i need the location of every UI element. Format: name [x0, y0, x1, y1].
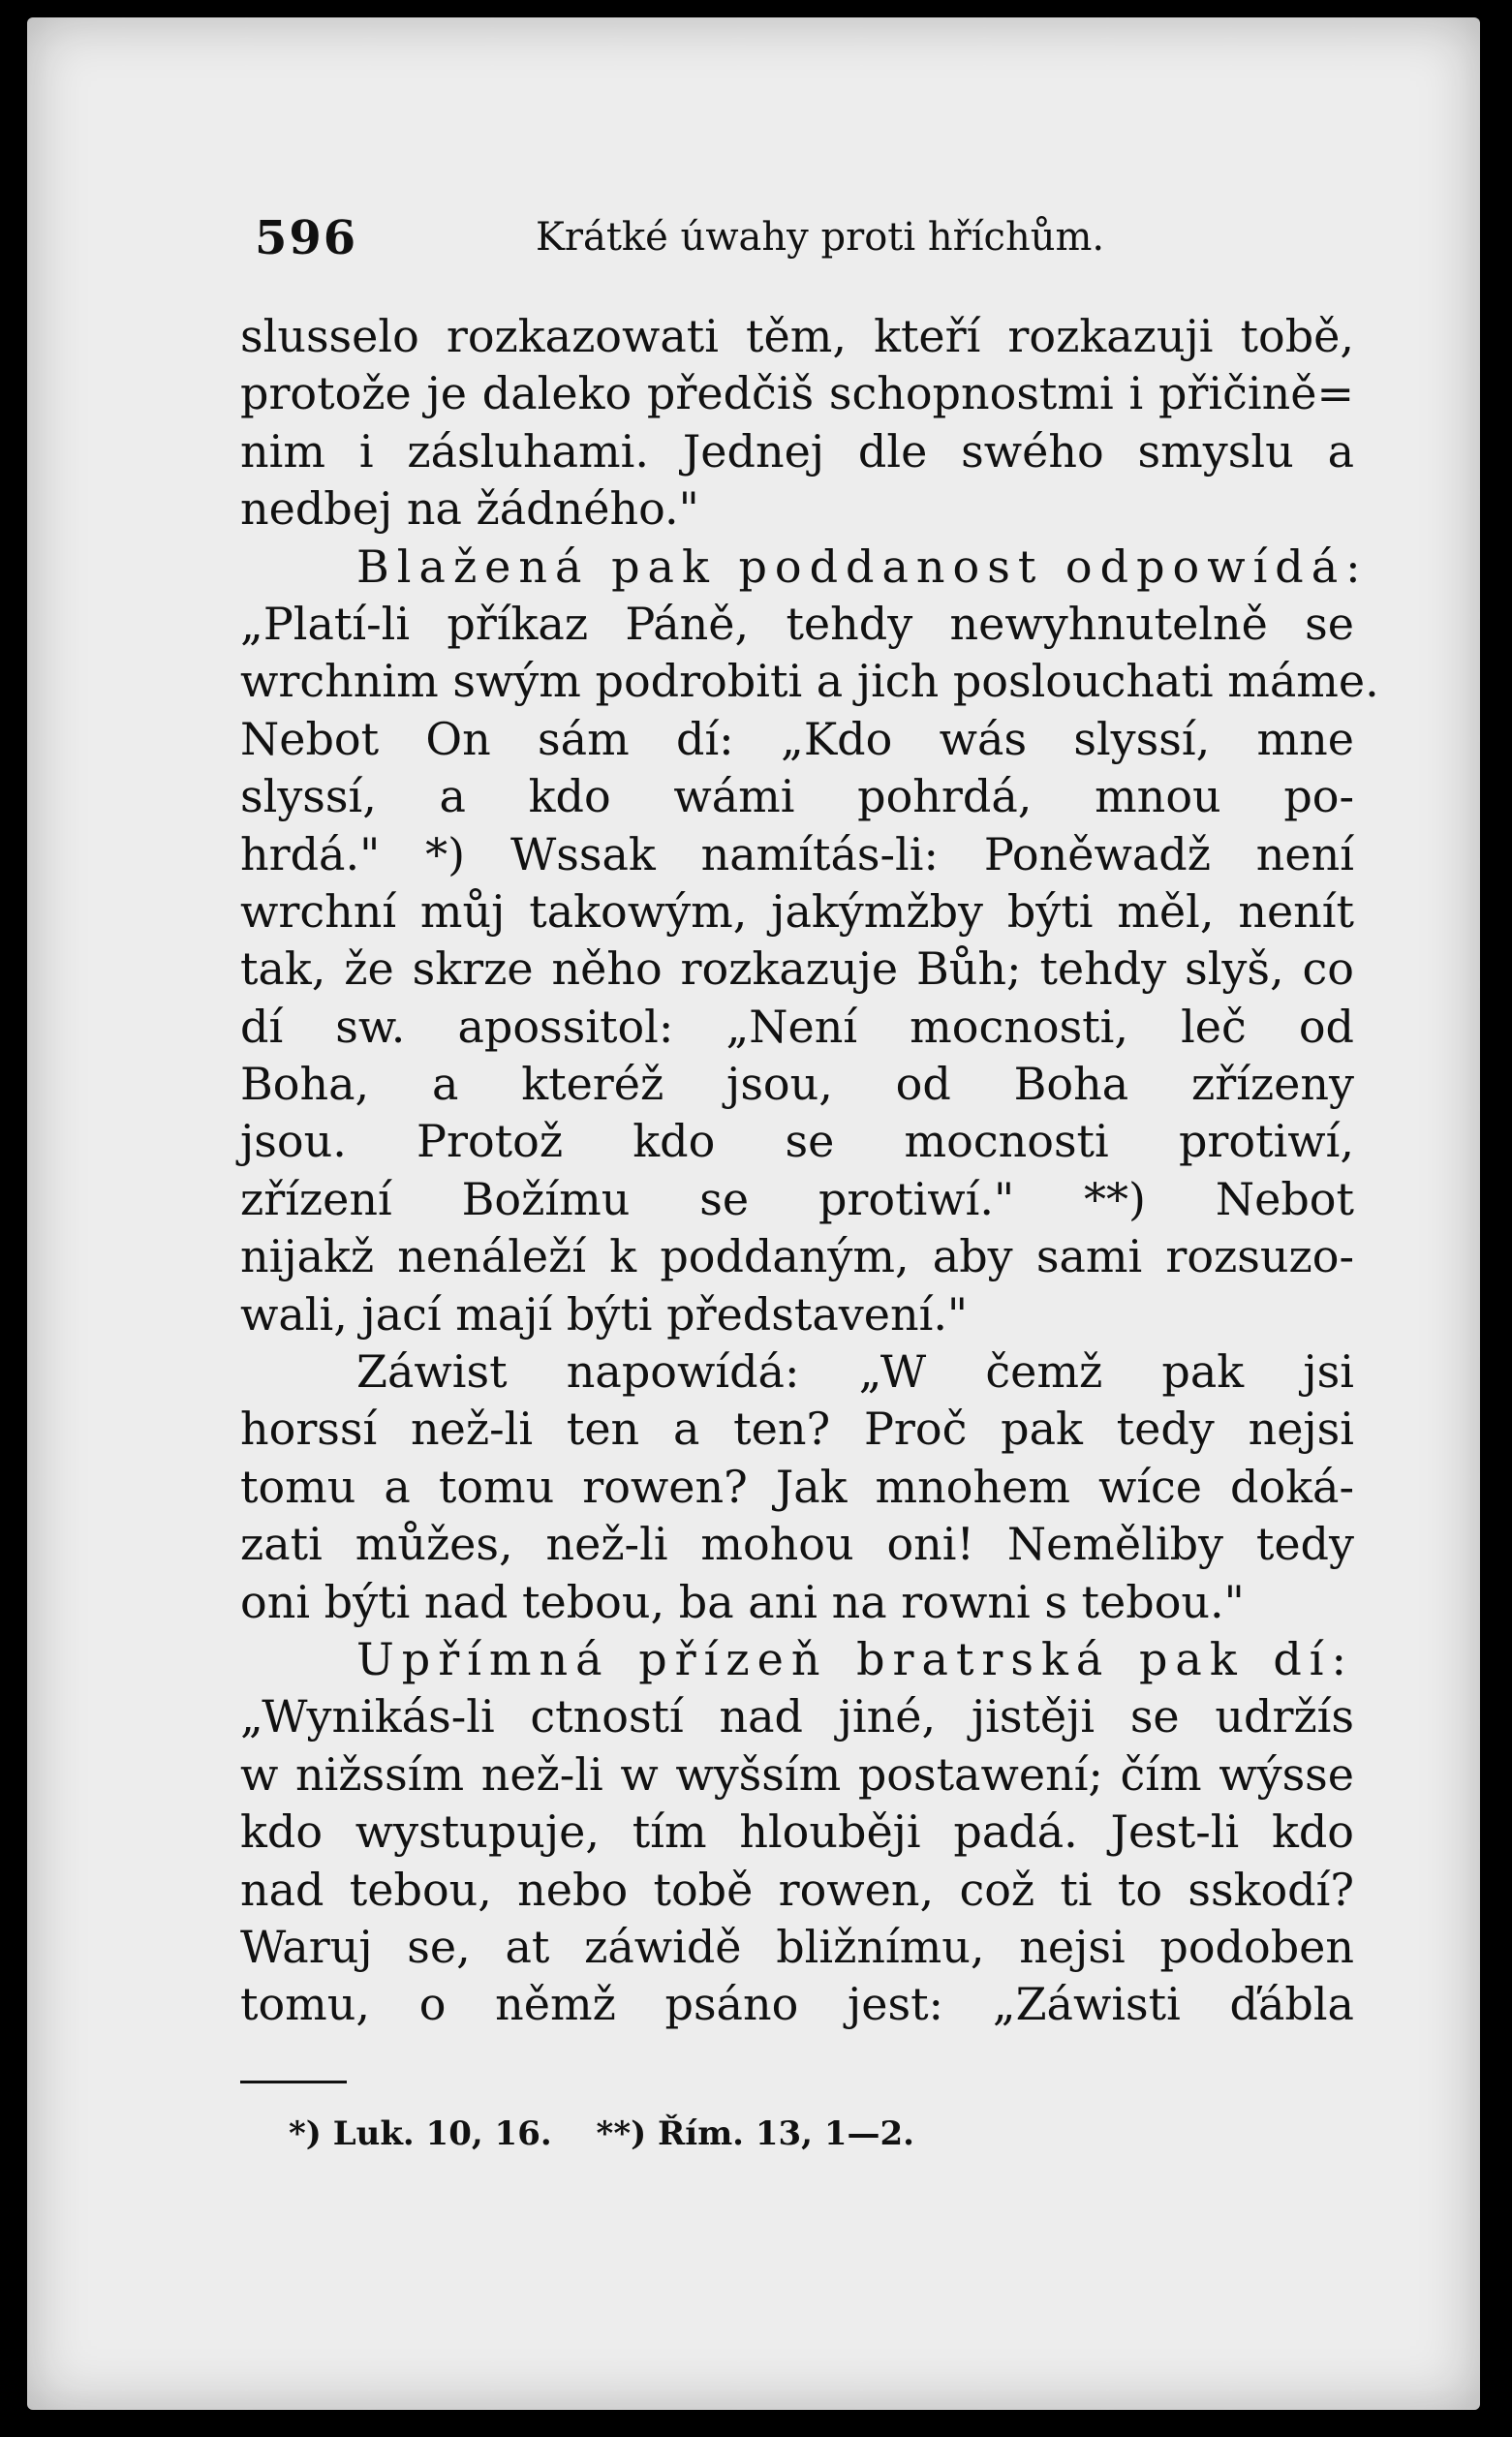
footnote-luk: *) Luk. 10, 16. — [289, 2114, 552, 2153]
text-line: tomu, o němž psáno jest: „Záwisti ďábla — [240, 1978, 1354, 2031]
text-line: nad tebou, nebo tobě rowen, což ti to sskodí? — [240, 1863, 1354, 1916]
text-line: Záwist napowídá: „W čemž pak jsi — [356, 1345, 1354, 1399]
text-line: Blažená pak poddanost odpowídá: — [356, 540, 1369, 593]
page-number: 596 — [255, 211, 358, 265]
footnote-rim: **) Řím. 13, 1—2. — [596, 2114, 914, 2153]
text-line: tak, že skrze něho rozkazuje Bůh; tehdy slyš, co — [240, 942, 1354, 996]
text-line: kdo wystupuje, tím hlouběji padá. Jest-li kdo — [240, 1805, 1354, 1859]
page-header — [226, 211, 1369, 279]
text-line: horssí než-li ten a ten? Proč pak tedy nejsi — [240, 1403, 1354, 1456]
text-line: wrchní můj takowým, jakýmžby býti měl, nenít — [240, 884, 1354, 938]
body-text — [240, 308, 1379, 2034]
text-line: Waruj se, at záwidě bližnímu, nejsi podoben — [240, 1920, 1354, 1973]
text-line: Nebot On sám dí: „Kdo wás slyssí, mne — [240, 712, 1354, 765]
text-line: nedbej na žádného." — [240, 482, 699, 536]
text-line: nim i zásluhami. Jednej dle swého smyslu a — [240, 424, 1354, 478]
text-line: zati můžes, než-li mohou oni! Neměliby tedy — [240, 1518, 1354, 1571]
book-page — [27, 17, 1480, 2410]
text-line: hrdá." *) Wssak namítás-li: Poněwadž není — [240, 827, 1354, 880]
text-line: protože je daleko předčiš schopnostmi i přičině= — [240, 367, 1354, 420]
text-line: Boha, a kteréž jsou, od Boha zřízeny — [240, 1058, 1354, 1111]
text-line: dí sw. apossitol: „Není mocnosti, leč od — [240, 1000, 1354, 1053]
text-line: nijakž nenáleží k poddaným, aby sami rozsuzo- — [240, 1230, 1354, 1283]
footnote-divider — [240, 2081, 347, 2083]
text-line: jsou. Protož kdo se mocnosti protiwí, — [240, 1115, 1354, 1168]
running-title: Krátké úwahy proti hříchům. — [536, 215, 1105, 260]
text-line: wali, jací mají býti představení." — [240, 1287, 969, 1341]
text-line: oni býti nad tebou, ba ani na rowni s tebou." — [240, 1575, 1245, 1628]
text-line: Upřímná přízeň bratrská pak dí: — [356, 1632, 1354, 1685]
text-line: slusselo rozkazowati těm, kteří rozkazuji tobě, — [240, 310, 1354, 362]
text-line: „Wynikás-li ctností nad jiné, jistěji se udržís — [240, 1690, 1354, 1743]
text-line: tomu a tomu rowen? Jak mnohem wíce doká- — [240, 1460, 1354, 1513]
text-line: wrchnim swým podrobiti a jich poslouchati máme. — [240, 655, 1379, 708]
text-line: „Platí-li příkaz Páně, tehdy newyhnutelně se — [240, 597, 1354, 650]
text-line: slyssí, a kdo wámi pohrdá, mnou po- — [240, 770, 1354, 823]
text-line: zřízení Božímu se protiwí." **) Nebot — [240, 1172, 1354, 1225]
text-line: w nižssím než-li w wyšsím postawení; čím wýsse — [240, 1747, 1354, 1801]
footnotes — [289, 2114, 947, 2153]
